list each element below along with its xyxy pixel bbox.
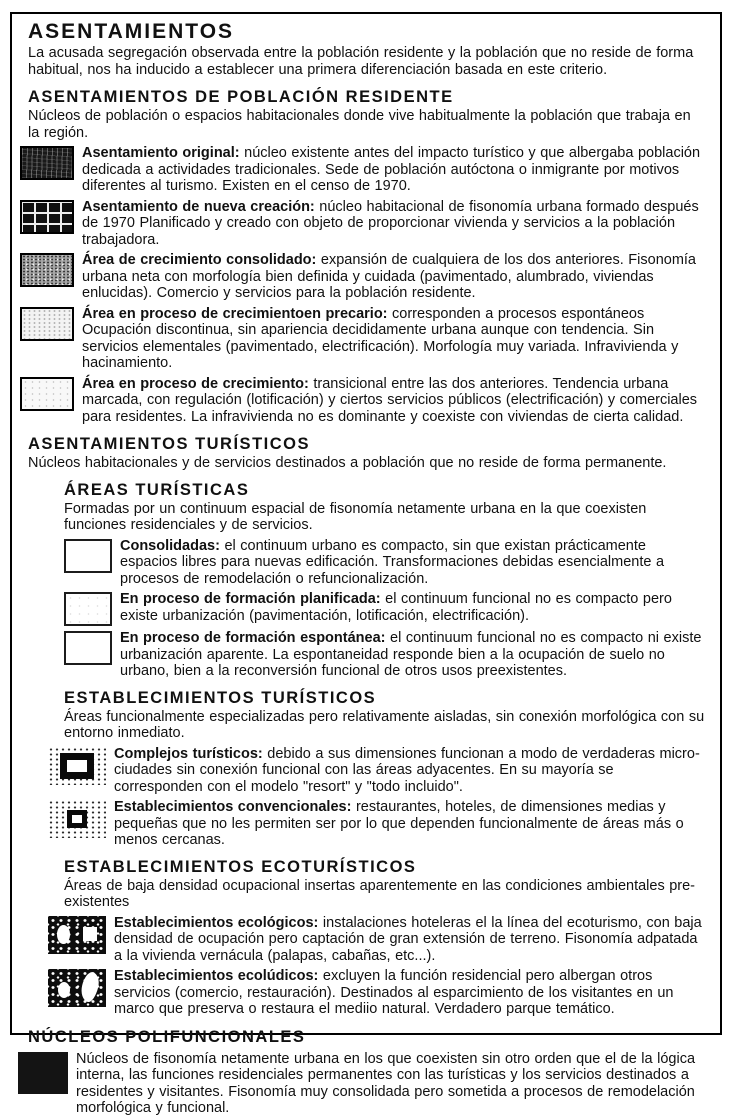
legend-item-text bbox=[82, 252, 706, 302]
subsection-establecimientos-turisticos-description: Áreas funcionalmente especializadas pero relativamente aisladas, sin conexión morfológica con su entorno inmediato. bbox=[64, 708, 705, 741]
subsection-areas-turisticas-description: Formadas por un continuum espacial de fisonomía netamente urbana en la que coexisten funciones residenciales y de servicios. bbox=[64, 500, 647, 533]
legend-item-description: expansión de cualquiera de los dos anteriores. Fisonomía urbana neta con morfología bien definida y cuidada (pavimentado, alumbrado, viviendas enlucidas). Comercio y servicios para la población residente. bbox=[82, 252, 696, 301]
section-turisticos-heading: ASENTAMIENTOS TURÍSTICOS bbox=[28, 435, 310, 453]
legend-item-text bbox=[114, 968, 706, 1018]
legend-item-proceso-crecimiento bbox=[20, 376, 706, 426]
legend-item-description: el continuum urbano es compacto, sin que existan prácticamente espacios libres para nuevas edificación. Transformaciones debidas esencialmente a procesos de remodelación o refuncionalización. bbox=[120, 537, 665, 587]
legend-item-label: Asentamiento original: bbox=[82, 145, 240, 161]
swatch-establecimientos-ecoludicos bbox=[48, 969, 106, 1007]
swatch-establecimientos-ecologicos bbox=[48, 916, 106, 954]
legend-item-asentamiento-original bbox=[20, 145, 706, 195]
legend-item-label: Establecimientos ecológicos: bbox=[114, 914, 319, 931]
legend-item-nueva-creacion bbox=[20, 199, 706, 249]
swatch-formacion-planificada bbox=[64, 592, 112, 626]
legend-item-text bbox=[120, 538, 706, 588]
swatch-proceso-crecimiento bbox=[20, 377, 74, 411]
legend-item-description: restaurantes, hoteles, de dimensiones medias y pequeñas que no les permiten ser por lo que dependen funcionalmente de áreas más o menos cercanas. bbox=[114, 799, 684, 848]
legend-item-nucleos-polifuncionales bbox=[18, 1051, 706, 1117]
legend-item-crecimiento-precario bbox=[20, 306, 706, 372]
legend-item-label: En proceso de formación espontánea: bbox=[120, 630, 386, 646]
legend-item-text bbox=[82, 376, 706, 426]
swatch-asentamiento-original bbox=[20, 146, 74, 180]
swatch-consolidadas bbox=[64, 539, 112, 573]
legend-item-text bbox=[114, 746, 706, 796]
legend-item-description: Núcleos de fisonomía netamente urbana en los que coexisten sin otro orden que el de la lógica interna, las funciones residenciales permanentes con las turísticas y los servicios destinados a residentes y visitantes. Fisonomía muy consolidada pero sometida a procesos de remodelación morfológica y funcional. bbox=[76, 1050, 696, 1116]
legend-item-text bbox=[114, 799, 706, 849]
legend-item-complejos-turisticos bbox=[48, 746, 706, 796]
section-poblacion-residente-description: Núcleos de población o espacios habitacionales donde vive habitualmente la población que trabaja en la región. bbox=[28, 108, 691, 141]
legend-item-description: núcleo existente antes del impacto turístico y que albergaba población dedicada a actividades tradicionales. Sede de población autóctona o inmigrante por motivos diferentes al turismo. Existen en el censo de 1970. bbox=[82, 145, 701, 194]
legend-item-establecimientos-convencionales bbox=[48, 799, 706, 849]
legend-item-text bbox=[120, 630, 706, 680]
legend-item-establecimientos-ecoludicos bbox=[48, 968, 706, 1018]
legend-item-label: En proceso de formación planificada: bbox=[120, 591, 381, 607]
legend-item-label: Establecimientos convencionales: bbox=[114, 799, 352, 815]
legend-item-description: transicional entre las dos anteriores. Tendencia urbana marcada, con regulación (lotificación) y ciertos servicios públicos (electrificación) y comerciales para residentes. La infravivienda no es dominante y coexiste con viviendas de cierta calidad. bbox=[82, 375, 698, 425]
legend-item-formacion-planificada bbox=[64, 591, 706, 626]
subsection-ecoturisticos-heading: ESTABLECIMIENTOS ECOTURÍSTICOS bbox=[64, 857, 417, 876]
legend-item-crecimiento-consolidado bbox=[20, 252, 706, 302]
legend-item-description: instalaciones hoteleras el la línea del ecoturismo, con baja densidad de ocupación pero captación de gran extensión de terreno. Fisonomía adpatada a la vivienda vernácula (palapas, cabañas, etc...). bbox=[114, 914, 702, 964]
legend-item-label: Complejos turísticos: bbox=[114, 745, 263, 762]
legend-item-text bbox=[82, 145, 706, 195]
legend-item-label: Consolidadas: bbox=[120, 537, 220, 554]
legend-item-label: Establecimientos ecolúdicos: bbox=[114, 968, 319, 984]
subsection-ecoturisticos-description: Áreas de baja densidad ocupacional insertas aparentemente en las condiciones ambientales pre-existentes bbox=[64, 877, 696, 910]
legend-item-formacion-espontanea bbox=[64, 630, 706, 680]
subsection-establecimientos-turisticos-heading: ESTABLECIMIENTOS TURÍSTICOS bbox=[64, 688, 377, 707]
legend-item-text bbox=[120, 591, 706, 624]
swatch-nucleos-polifuncionales bbox=[18, 1052, 68, 1094]
swatch-formacion-espontanea bbox=[64, 631, 112, 665]
page-intro: La acusada segregación observada entre la población residente y la población que no reside de forma habitual, nos ha inducido a establecer una primera diferenciación basada en este criterio. bbox=[28, 45, 694, 78]
legend-item-consolidadas bbox=[64, 538, 706, 588]
swatch-establecimientos-convencionales bbox=[48, 800, 106, 838]
legend-item-text bbox=[82, 306, 706, 372]
section-nucleos-polifuncionales-heading: NÚCLEOS POLIFUNCIONALES bbox=[28, 1027, 306, 1046]
legend-item-description: núcleo habitacional de fisonomía urbana formado después de 1970 Planificado y creado con objeto de proporcionar vivienda y servicios a la población trabajadora. bbox=[82, 198, 699, 248]
legend-item-text bbox=[76, 1051, 706, 1117]
subsection-areas-turisticas bbox=[64, 480, 706, 1018]
legend-item-establecimientos-ecologicos bbox=[48, 915, 706, 965]
legend-item-text bbox=[114, 915, 706, 965]
legend-item-label: Área en proceso de crecimientoen precario: bbox=[82, 305, 388, 322]
section-poblacion-residente-heading: ASENTAMIENTOS DE POBLACIÓN RESIDENTE bbox=[28, 88, 454, 106]
legend-item-description: excluyen la función residencial pero albergan otros servicios (comercio, restauración). Destinados al esparcimiento de los visitantes en un marco que preserva o restaura el mediio natural. Verdadero parque temático. bbox=[114, 968, 674, 1017]
swatch-complejos-turisticos bbox=[48, 747, 106, 785]
legend-item-description: corresponden a procesos espontáneos Ocupación discontinua, sin apariencia decididamente urbana aunque con tendencia. Sin servicios elementales (pavimentado, electrificación). Morfología muy variada. Infravivienda y hacinamiento. bbox=[82, 305, 679, 371]
page-title: ASENTAMIENTOS bbox=[28, 20, 235, 43]
legend-item-description: el continuum funcional no es compacto pero existe urbanización (pavimentación, lotificación, electrificación). bbox=[120, 591, 672, 624]
legend-item-description: el continuum funcional no es compacto ni existe urbanización aparente. La espontaneidad responde bien a la ocupación de suelo no urbano, bien a la reconversión funcional de otros usos preexistentes. bbox=[120, 630, 702, 679]
legend-item-label: Área en proceso de crecimiento: bbox=[82, 375, 309, 392]
legend-item-description: debido a sus dimensiones funcionan a modo de verdaderas micro-ciudades sin conexión funcional con las áreas adyacentes. En su mayoría se corresponden con el modelo "resort" y "todo incluido". bbox=[114, 745, 700, 795]
legend-item-label: Asentamiento de nueva creación: bbox=[82, 198, 315, 215]
swatch-nueva-creacion bbox=[20, 200, 74, 234]
legend-frame bbox=[10, 12, 722, 1116]
section-turisticos-description: Núcleos habitacionales y de servicios destinados a población que no reside de forma permanente. bbox=[28, 455, 667, 471]
subsection-areas-turisticas-heading: ÁREAS TURÍSTICAS bbox=[64, 480, 250, 499]
swatch-crecimiento-precario bbox=[20, 307, 74, 341]
legend-item-text bbox=[82, 199, 706, 249]
swatch-crecimiento-consolidado bbox=[20, 253, 74, 287]
legend-item-label: Área de crecimiento consolidado: bbox=[82, 252, 317, 268]
